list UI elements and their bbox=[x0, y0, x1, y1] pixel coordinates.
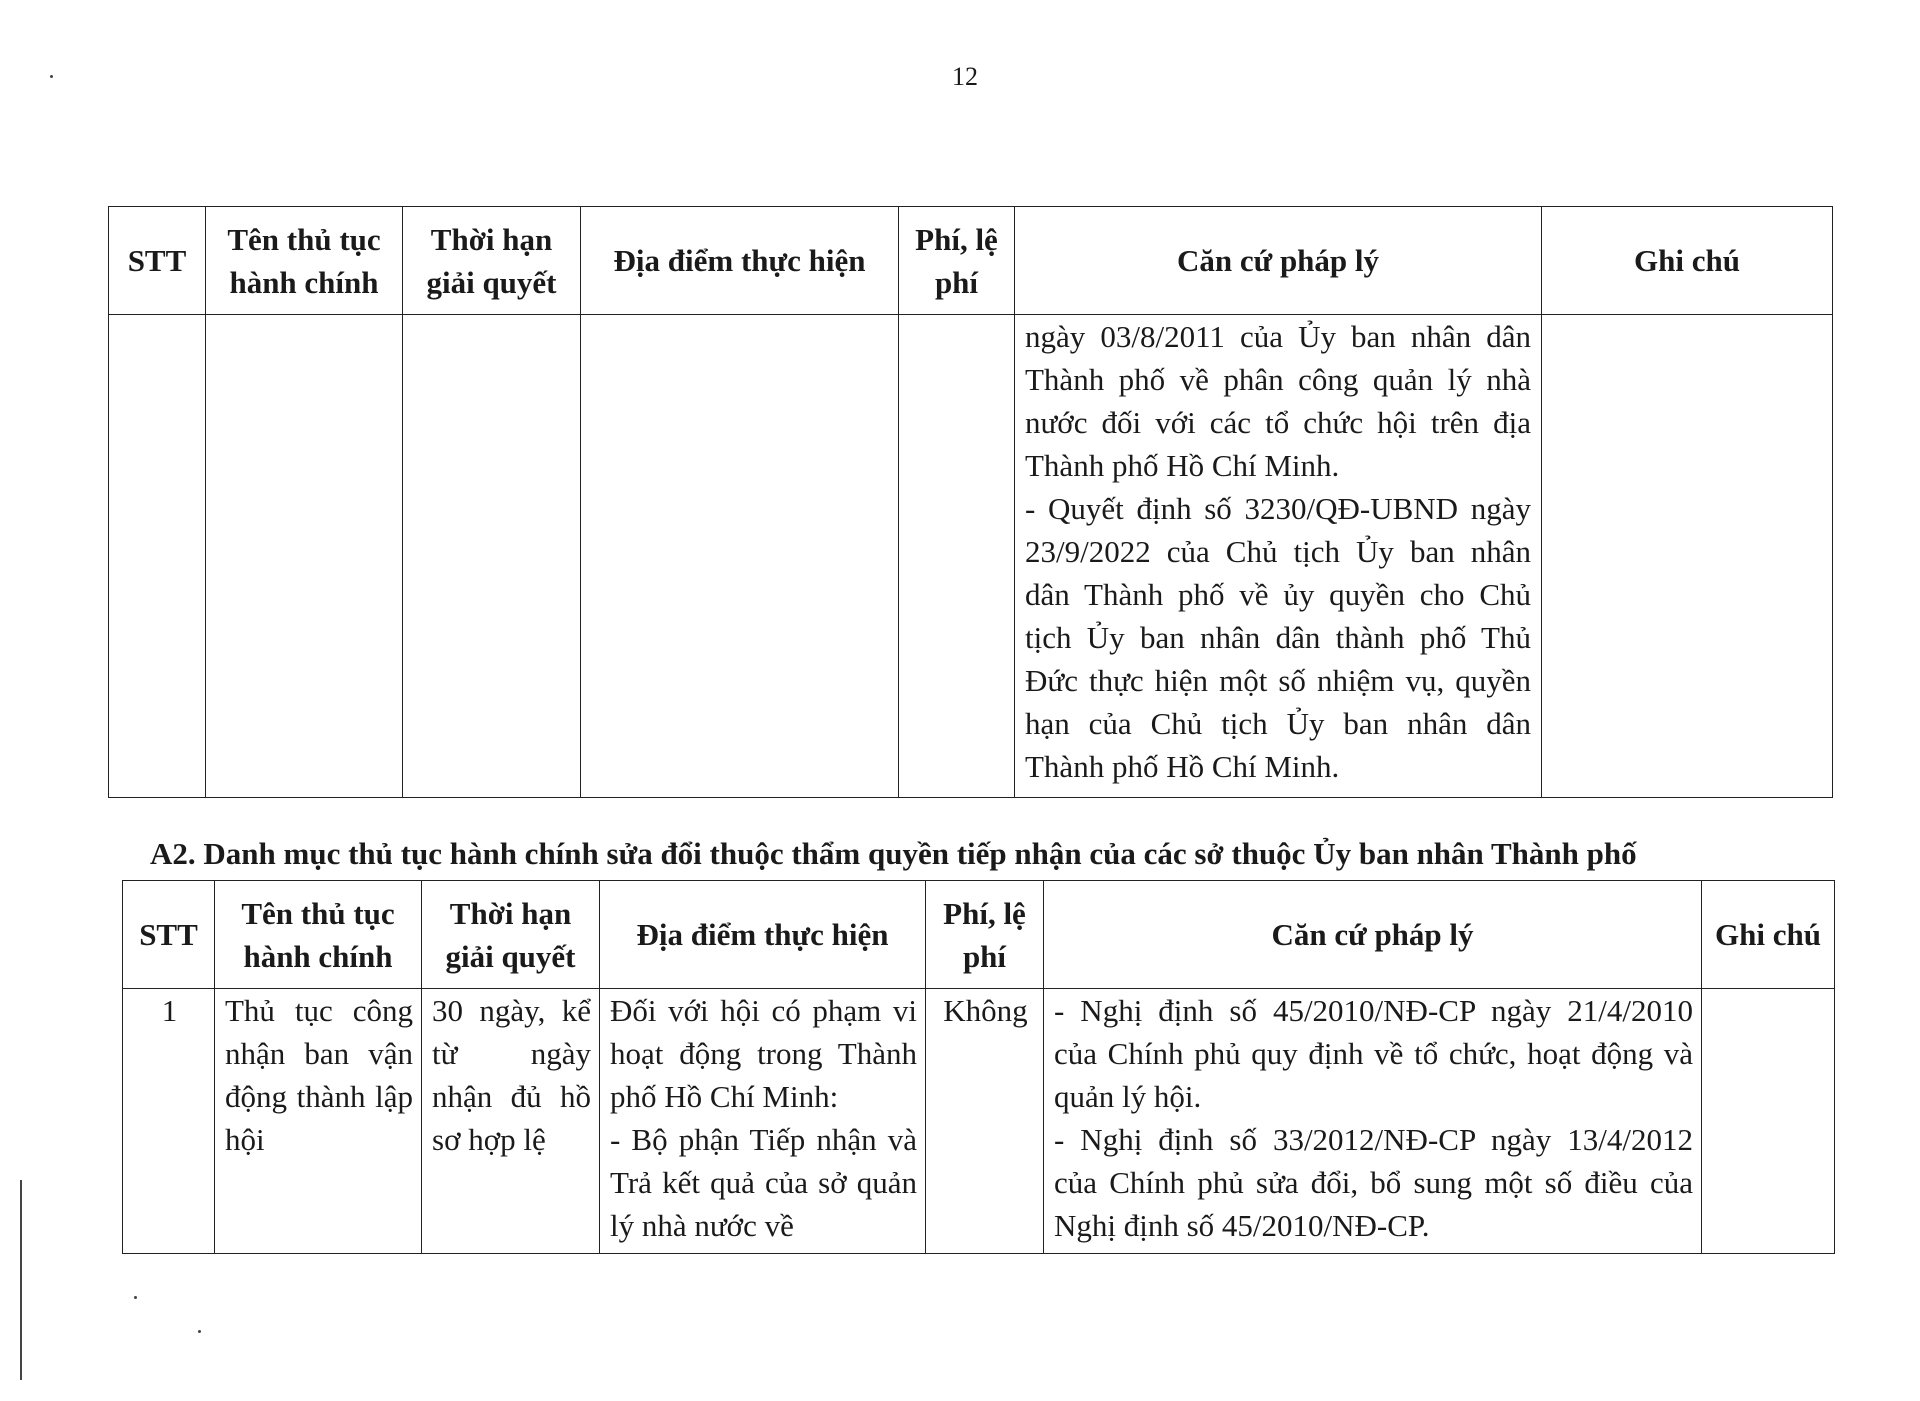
header-procedure-name: Tên thủ tục hành chính bbox=[215, 881, 422, 989]
cell-time-limit bbox=[403, 315, 581, 798]
legal-basis-table-continued bbox=[108, 206, 1833, 798]
cell-procedure-name bbox=[215, 989, 422, 1254]
scan-speck bbox=[50, 75, 53, 78]
header-fee: Phí, lệ phí bbox=[926, 881, 1044, 989]
cell-fee bbox=[899, 315, 1015, 798]
header-fee: Phí, lệ phí bbox=[899, 207, 1015, 315]
cell-time-limit bbox=[422, 989, 600, 1254]
procedure-name-text: Thủ tục công nhận ban vận động thành lập hội bbox=[225, 993, 413, 1157]
cell-legal-basis bbox=[1015, 315, 1542, 798]
table-row bbox=[123, 989, 1835, 1254]
header-legal-basis: Căn cứ pháp lý bbox=[1044, 881, 1702, 989]
section-heading-a2: A2. Danh mục thủ tục hành chính sửa đổi thuộc thẩm quyền tiếp nhận của các sở thuộc Ủy ban nhân Thành phố bbox=[150, 836, 1637, 871]
scan-margin-line bbox=[20, 1180, 22, 1380]
time-limit-text: 30 ngày, kể từ ngày nhận đủ hồ sơ hợp lệ bbox=[432, 993, 591, 1157]
header-note: Ghi chú bbox=[1702, 881, 1835, 989]
cell-note bbox=[1542, 315, 1833, 798]
header-location: Địa điểm thực hiện bbox=[581, 207, 899, 315]
cell-location bbox=[581, 315, 899, 798]
cell-stt bbox=[109, 315, 206, 798]
cell-procedure-name bbox=[206, 315, 403, 798]
cell-fee bbox=[926, 989, 1044, 1254]
row-number: 1 bbox=[161, 993, 178, 1028]
location-text: Đối với hội có phạm vi hoạt động trong Thành phố Hồ Chí Minh: - Bộ phận Tiếp nhận và Trả kết quả của sở quản lý nhà nước về bbox=[610, 993, 917, 1243]
header-time-limit: Thời hạn giải quyết bbox=[422, 881, 600, 989]
cell-legal-basis bbox=[1044, 989, 1702, 1254]
cell-stt bbox=[123, 989, 215, 1254]
header-stt: STT bbox=[123, 881, 215, 989]
legal-basis-text: - Nghị định số 45/2010/NĐ-CP ngày 21/4/2010 của Chính phủ quy định về tổ chức, hoạt động và quản lý hội. - Nghị định số 33/2012/NĐ-CP ngày 13/4/2012 của Chính phủ sửa đổi, bổ sung một số điều của Nghị định số 45/2010/NĐ-CP. bbox=[1054, 993, 1693, 1243]
header-note: Ghi chú bbox=[1542, 207, 1833, 315]
header-stt: STT bbox=[109, 207, 206, 315]
header-procedure-name: Tên thủ tục hành chính bbox=[206, 207, 403, 315]
legal-basis-text: ngày 03/8/2011 của Ủy ban nhân dân Thành phố về phân công quản lý nhà nước đối với các tổ chức hội trên địa Thành phố Hồ Chí Minh. - Quyết định số 3230/QĐ-UBND ngày 23/9/2022 của Chủ tịch Ủy ban nhân dân Thành phố về ủy quyền cho Chủ tịch Ủy ban nhân dân thành phố Thủ Đức thực hiện một số nhiệm vụ, quyền hạn của Chủ tịch Ủy ban nhân dân Thành phố Hồ Chí Minh. bbox=[1025, 319, 1531, 784]
cell-location bbox=[600, 989, 926, 1254]
header-time-limit: Thời hạn giải quyết bbox=[403, 207, 581, 315]
scan-speck bbox=[198, 1330, 201, 1333]
page-number: 12 bbox=[952, 62, 978, 91]
header-legal-basis: Căn cứ pháp lý bbox=[1015, 207, 1542, 315]
cell-note bbox=[1702, 989, 1835, 1254]
fee-text: Không bbox=[943, 993, 1028, 1028]
a2-procedures-table bbox=[122, 880, 1835, 1254]
header-location: Địa điểm thực hiện bbox=[600, 881, 926, 989]
table-row bbox=[109, 315, 1833, 798]
scan-speck bbox=[134, 1296, 137, 1299]
